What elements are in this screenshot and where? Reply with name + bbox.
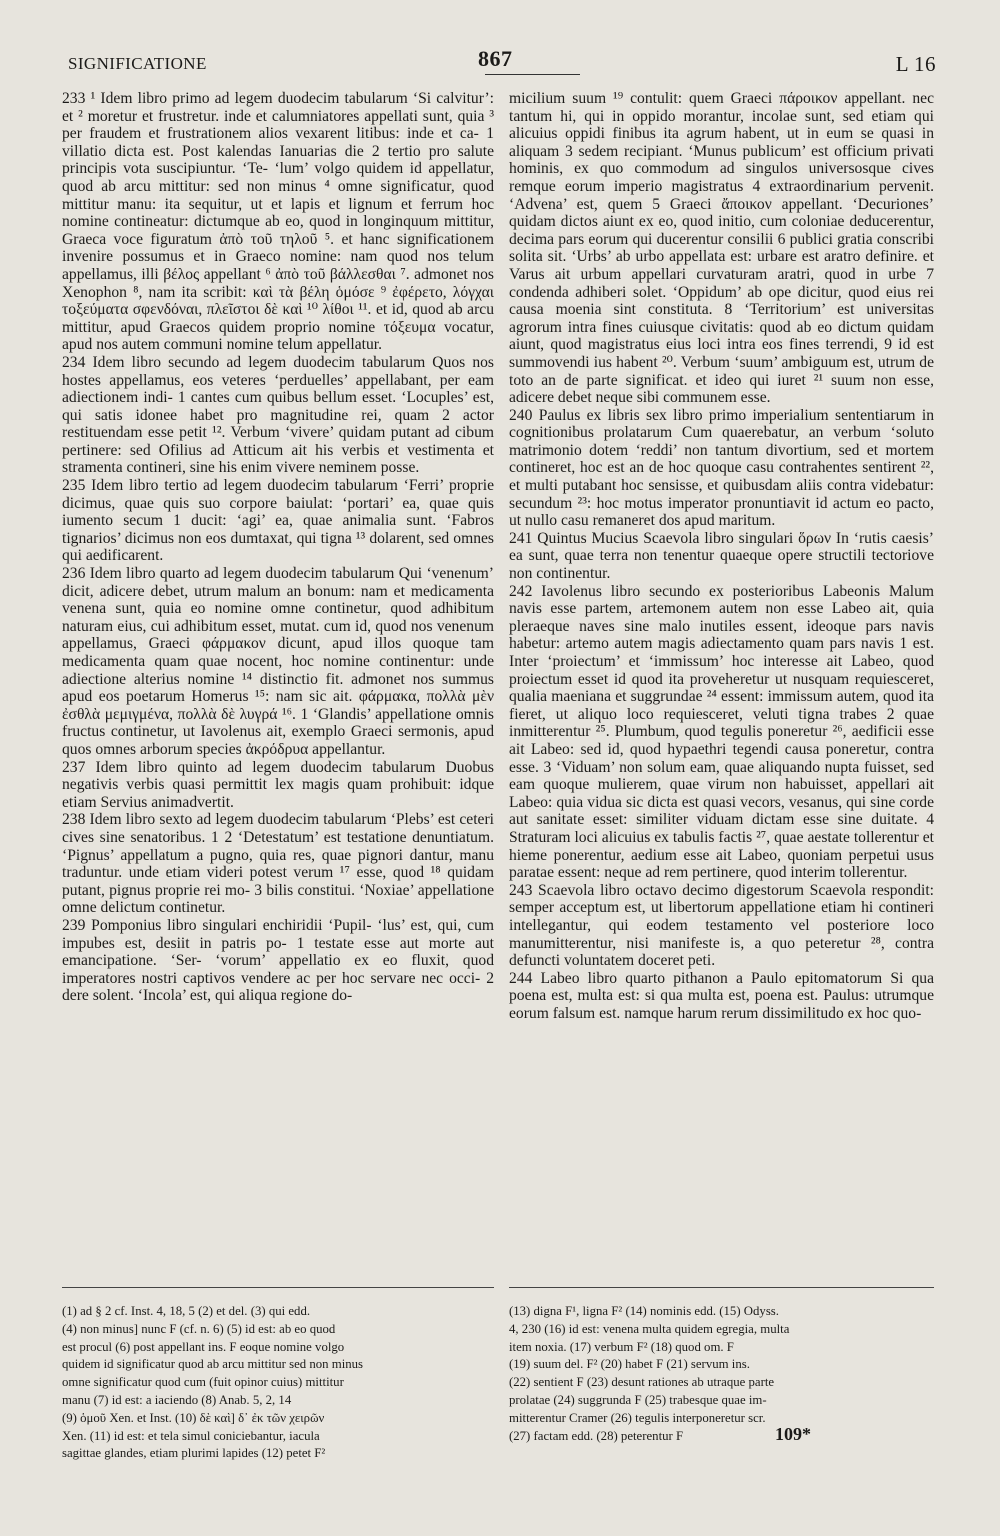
- footnote-line: (19) suum del. F² (20) habet F (21) servum ins.: [509, 1357, 750, 1372]
- footnote-rule-left: [62, 1287, 494, 1288]
- fragment-244: 244 Labeo libro quarto pithanon a Paulo epitomatorum Si qua poena est, multa est: si qua multa est, poena est. Paulus: utrumque eorum falsum est. namque harum rerum dissimilitudo ex hoc quo-: [509, 969, 934, 1022]
- page-number-rule: [485, 74, 580, 75]
- footnote-line: mitterentur Cramer (26) tegulis interponeretur scr.: [509, 1410, 766, 1425]
- fragment-238: 238 Idem libro sexto ad legem duodecim tabularum ‘Plebs’ est ceteri cives sine senatoribus. 1 2 ‘Detestatum’ est testatione denuntiatum. ‘Pignus’ appellatum a pugno, quia res, quae pignori dantur, manu traduntur. unde etiam videri potest verum ¹⁷ esse, quod ¹⁸ quidam putant, pignus proprie rei mo- 3 bilis constitui. ‘Noxiae’ appellatione omne delictum continetur.: [62, 811, 494, 917]
- footnote-line: (27) factam edd. (28) peterentur F: [509, 1428, 684, 1443]
- fragment-242: 242 Iavolenus libro secundo ex posterioribus Labeonis Malum navis esse partem, artemonem autem non esse Labeo ait, quia pleraeque naves sine malo inutiles essent, ideoque pars navis habetur: artemo autem magis adiectamento quam pars navis 1 est. Inter ‘proiectum’ et ‘immissum’ hoc interesse ait Labeo, quod proiectum esset id quod ita proveheretur ut nusquam requiesceret, qualia maeniana et suggrundae ²⁴ essent: immissum autem, quod ita fieret, ut aliquo loco requiesceret, veluti tigna trabes 2 quae inmitterentur ²⁵. Plumbum, quod tegulis poneretur ²⁶, aedificii esse ait Labeo: sed id, quod hypaethri tegendi causa poneretur, contra esse. 3 ‘Viduam’ non solum eam, quae aliquando nupta fuisset, sed eam quoque mulierem, quae virum non habuisset, appellari ait Labeo: quia vidua sic dicta est quasi vecors, vesanus, qui sine corde aut sanitate esset: similiter viduam dictam esse sine duitate. 4 Straturam loci alicuius ex tabulis factis ²⁷, quae aestate tollerentur et hieme ponerentur, aedium esse ait Labeo, quoniam perpetui usus paratae essent: neque ad rem pertinere, quod interim tollerentur.: [509, 582, 934, 882]
- fragment-240: 240 Paulus ex libris sex libro primo imperialium sententiarum in cognitionibus prolatarum Cum quaerebatur, an verbum ‘soluto matrimonio dotem ‘reddi’ non tantum divortium, sed et mortem contineret, hoc est an de hoc quoque casu contrahentes sentirent ²², et multi putabant hoc sensisse, et quibusdam aliis contra videbatur: secundum ²³: hoc motus imperator pronuntiavit id actum eo pacto, ut nullo casu remaneret dos apud maritum.: [509, 406, 934, 530]
- footnote-line: (9) ὁμοῦ Xen. et Inst. (10) δὲ καὶ] δ᾽ ἐκ τῶν χειρῶν: [62, 1410, 325, 1425]
- footnotes-left: [62, 1303, 494, 1463]
- footnote-line: 4, 230 (16) id est: venena multa quidem egregia, multa: [509, 1321, 790, 1336]
- signature-mark: 109*: [775, 1424, 811, 1444]
- footnote-line: manu (7) id est: a iaciendo (8) Anab. 5, 2, 14: [62, 1392, 292, 1407]
- fragment-239: 239 Pomponius libro singulari enchiridii ‘Pupil- ‘lus’ est, qui, cum impubes est, desiit in patris po- 1 testate esse aut morte aut emancipatione. ‘Ser- ‘vorum’ appellatio ex eo fluxit, quod imperatores nostri captivos vendere ac per hoc servare nec occi- 2 dere solent. ‘Incola’ est, qui aliqua regione do-: [62, 916, 494, 1005]
- footnote-line: item noxia. (17) verbum F² (18) quod om. F: [509, 1339, 734, 1354]
- fragment-234: 234 Idem libro secundo ad legem duodecim tabularum Quos nos hostes appellamus, eos veteres ‘perduelles’ appellabant, per eam adiectionem indi- 1 cantes cum quibus bellum esset. ‘Locuples’ est, qui satis idonee habet pro magnitudine rei, quam 2 actor restituendam esse petit ¹². Verbum ‘vivere’ quidam putant ad cibum pertinere: sed Ofilius ad Atticum ait his verbis et vestimenta et stramenta contineri, sine his enim vivere neminem posse.: [62, 353, 494, 477]
- fragment-235: 235 Idem libro tertio ad legem duodecim tabularum ‘Ferri’ proprie dicimus, quae quis suo corpore baiulat: ‘portari’ ea, quae quis iumento secum 1 ducit: ‘agi’ ea, quae animalia sunt. ‘Fabros tignarios’ dicimus non eos dumtaxat, qui tigna ¹³ dolarent, sed omnes qui aedificarent.: [62, 477, 494, 565]
- running-head-title: SIGNIFICATIONE: [68, 54, 207, 73]
- footnote-line: (1) ad § 2 cf. Inst. 4, 18, 5 (2) et del. (3) qui edd.: [62, 1304, 311, 1318]
- fragment-239-continued: micilium suum ¹⁹ contulit: quem Graeci πάροικον appellant. nec tantum hi, qui in oppido morantur, incolae sunt, sed etiam qui alicuius oppidi finibus ita agrum habent, ut in eum se quasi in aliquam 3 sedem recipiant. ‘Munus publicum’ est officium privati hominis, ex quo commodum ad singulos universosque cives remque eorum imperio magistratus 4 extraordinarium pervenit. ‘Advena’ est, quem 5 Graeci ἄποικον appellant. ‘Decuriones’ quidam dictos aiunt ex eo, quod initio, cum coloniae deducerentur, decima pars eorum qui ducerentur consilii 6 publici gratia conscribi solita sit. ‘Urbs’ ab urbo appellata est: urbare est aratro definire. et Varus ait urbum appellari curvaturam aratri, quod in urbe 7 condenda adhiberi solet. ‘Oppidum’ ab ope dicitur, quod eius rei causa moenia sint constituta. 8 ‘Territorium’ est universitas agrorum intra fines cuiusque civitatis: quod ab eo dictum quidam aiunt, quod magistratus eius loci intra eos fines terrendi, 9 id est summovendi ius habent ²⁰. Verbum ‘suum’ ambiguum est, utrum de toto an de parte significat. et ideo qui iuret ²¹ suum non esse, adicere debet neque sibi communem esse.: [509, 90, 934, 407]
- footnote-line: (4) non minus] nunc F (cf. n. 6) (5) id est: ab eo quod: [62, 1321, 336, 1336]
- fragment-241: 241 Quintus Mucius Scaevola libro singulari ὅρων In ‘rutis caesis’ ea sunt, quae terra non tenentur quaeque opere structili tectoriove non continentur.: [509, 529, 934, 583]
- footnote-rule-right: [509, 1287, 934, 1288]
- footnote-line: quidem id significatur quod ab arcu mittitur sed non minus: [62, 1357, 364, 1372]
- fragment-236: 236 Idem libro quarto ad legem duodecim tabularum Qui ‘venenum’ dicit, adicere debet, utrum malum an bonum: nam et medicamenta venena sunt, quia eo nomine omne continetur, quod adhibitum naturam eius, cui adhibitum esset, mutat. cum id, quod nos venenum appellamus, Graeci φάρμακον dicunt, apud illos quoque tam medicamenta quam quae nocent, hoc nomine continentur: unde adiectione alterius nomine ¹⁴ distinctio fit. admonet nos summus apud eos poetarum Homerus ¹⁵: nam sic ait. φάρμακα, πολλὰ μὲν ἐσθλὰ μεμιγμένα, πολλὰ δὲ λυγρά ¹⁶. 1 ‘Glandis’ appellatione omnis fructus continetur, ut Iavolenus ait, exemplo Graeci sermonis, apud quos omnes arborum species ἀκρόδρυα appellantur.: [62, 565, 494, 758]
- footnote-line: est procul (6) post appellant ins. F eoque nomine volgo: [62, 1339, 345, 1354]
- right-text-column: [509, 90, 934, 1022]
- running-head-section: L 16: [895, 52, 936, 76]
- footnote-line: (13) digna F¹, ligna F² (14) nominis edd. (15) Odyss.: [509, 1304, 779, 1318]
- fragment-233: 233 ¹ Idem libro primo ad legem duodecim tabularum ‘Si calvitur’: et ² moretur et frustretur. inde et calumniatores appellati sunt, quia ³ per fraudem et frustrationem alios vexarent litibus: inde et ca- 1 villatio dicta est. Post kalendas Ianuarias die 2 tertio pro salute principis vota suscipiuntur. ‘Te- ‘lum’ volgo quidem id appellatur, quod ab arcu mittitur: sed non minus ⁴ omne significatur, quod mittitur manu: ita sequitur, ut et lapis et lignum et ferrum hoc nomine contineatur: dictumque ab eo, quod in longinquum mittitur, Graeca voce figuratum ἀπὸ τοῦ τηλοῦ ⁵. et hanc significationem invenire possumus et in Graeco nomine: nam quod nos telum appellamus, illi βέλος appellant ⁶ ἀπὸ τοῦ βάλλεσθαι ⁷. admonet nos Xenophon ⁸, nam ita scribit: καὶ τὰ βέλη ὁμόσε ⁹ ἐφέρετο, λόγχαι τοξεύματα σφενδόναι, πλεῖστοι δὲ καὶ ¹⁰ λίθοι ¹¹. et id, quod ab arcu mittitur, apud Graecos quidem proprio nomine τόξευμα vocatur, apud nos autem communi nomine telum appellatur.: [62, 90, 494, 354]
- left-text-column: [62, 90, 494, 1005]
- footnote-line: (22) sentient F (23) desunt rationes ab utraque parte: [509, 1375, 775, 1390]
- footnotes-right: [509, 1303, 934, 1445]
- fragment-243: 243 Scaevola libro octavo decimo digestorum Scaevola respondit: semper acceptum est, ut libertorum appellatione etiam hi contineri intellegantur, qui eodem testamento vel posteriore loco manumitterentur, nisi manifeste is, a quo peteretur ²⁸, contra defuncti voluntatem doceret peti.: [509, 881, 934, 970]
- footnote-line: prolatae (24) suggrunda F (25) trabesque quae im-: [509, 1392, 767, 1407]
- fragment-237: 237 Idem libro quinto ad legem duodecim tabularum Duobus negativis verbis quasi permittit lex magis quam prohibuit: idque etiam Servius animadvertit.: [62, 758, 494, 811]
- footnote-line: sagittae glandes, etiam plurimi lapides (12) petet F²: [62, 1446, 326, 1461]
- footnote-line: Xen. (11) id est: et tela simul coniciebantur, iacula: [62, 1428, 320, 1443]
- footnote-line: omne significatur quod cum (fuit opinor cuius) mittitur: [62, 1375, 344, 1390]
- page-number: 867: [478, 46, 513, 71]
